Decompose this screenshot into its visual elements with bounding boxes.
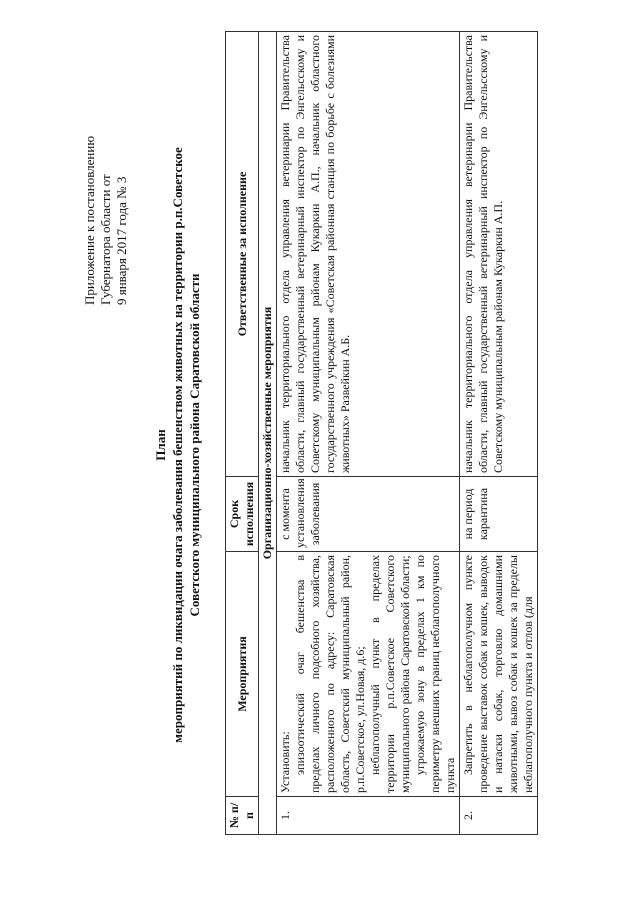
title-line-1: План [153, 429, 168, 461]
header-term: Срок исполнения [226, 477, 259, 552]
appendix-note [82, 65, 130, 305]
row-measure [277, 552, 460, 797]
measure-paragraph: угрожаемую зону в пределах 1 км по периметру внешних границ неблагополучного пункта [413, 555, 457, 793]
title-line-2: мероприятий по ликвидации очага заболевания бешенством животных на территории р.п.Советское [170, 147, 185, 743]
row-responsible: начальник территориального отдела управления ветеринарии Правительства области, главный государственный ветеринарный инспектор по Энгельсскому и Советскому муниципальным районам Кукаркин А.П. [460, 32, 538, 477]
table-header-row [226, 32, 259, 835]
measure-paragraph: эпизоотический очаг бешенства в пределах личного подсобного хозяйства, расположенного по адресу: Саратовская область, Советский муниципальный район, р.п.Советское, ул.Новая, д.6; [293, 555, 367, 793]
appendix-line-1: Приложение к постановлению [82, 135, 97, 305]
header-measure: Мероприятия [226, 552, 259, 797]
document-title [152, 45, 203, 845]
table-row [460, 32, 538, 835]
row-term: с момента установления заболевания [277, 477, 460, 552]
row-num: 2. [460, 797, 538, 835]
header-num: № п/п [226, 797, 259, 835]
row-term: на период карантина [460, 477, 538, 552]
plan-table [225, 31, 538, 835]
title-line-3: Советского муниципального района Саратовской области [187, 273, 202, 617]
header-responsible: Ответственные за исполнение [226, 32, 259, 477]
table-row [277, 32, 460, 835]
measure-lead: Установить: [278, 731, 292, 793]
measure-paragraph: неблагополучный пункт в пределах территории р.п.Советское Советского муниципального района Саратовской области; [368, 555, 412, 793]
row-measure: Запретить в неблагополучном пункте проведение выставок собак и кошек, выводок и натаски собак, торговлю домашними животными, вывоз собак и кошек за пределы неблагополучного пункта и отлов (для [460, 552, 538, 797]
row-responsible: начальник территориального отдела управления ветеринарии Правительства области, главный государственный ветеринарный инспектор по Энгельсскому и Советскому муниципальным районам Кукаркин А.П., начальник областного государственного учреждения «Советская районная станция по борьбе с болезнями животных» Развейкин А.Б. [277, 32, 460, 477]
row-num: 1. [277, 797, 460, 835]
appendix-line-3: 9 января 2017 года № 3 [114, 176, 129, 305]
appendix-line-2: Губернатора области от [98, 174, 113, 305]
section-heading: Организационно-хозяйственные мероприятия [259, 32, 277, 835]
section-row [259, 32, 277, 835]
